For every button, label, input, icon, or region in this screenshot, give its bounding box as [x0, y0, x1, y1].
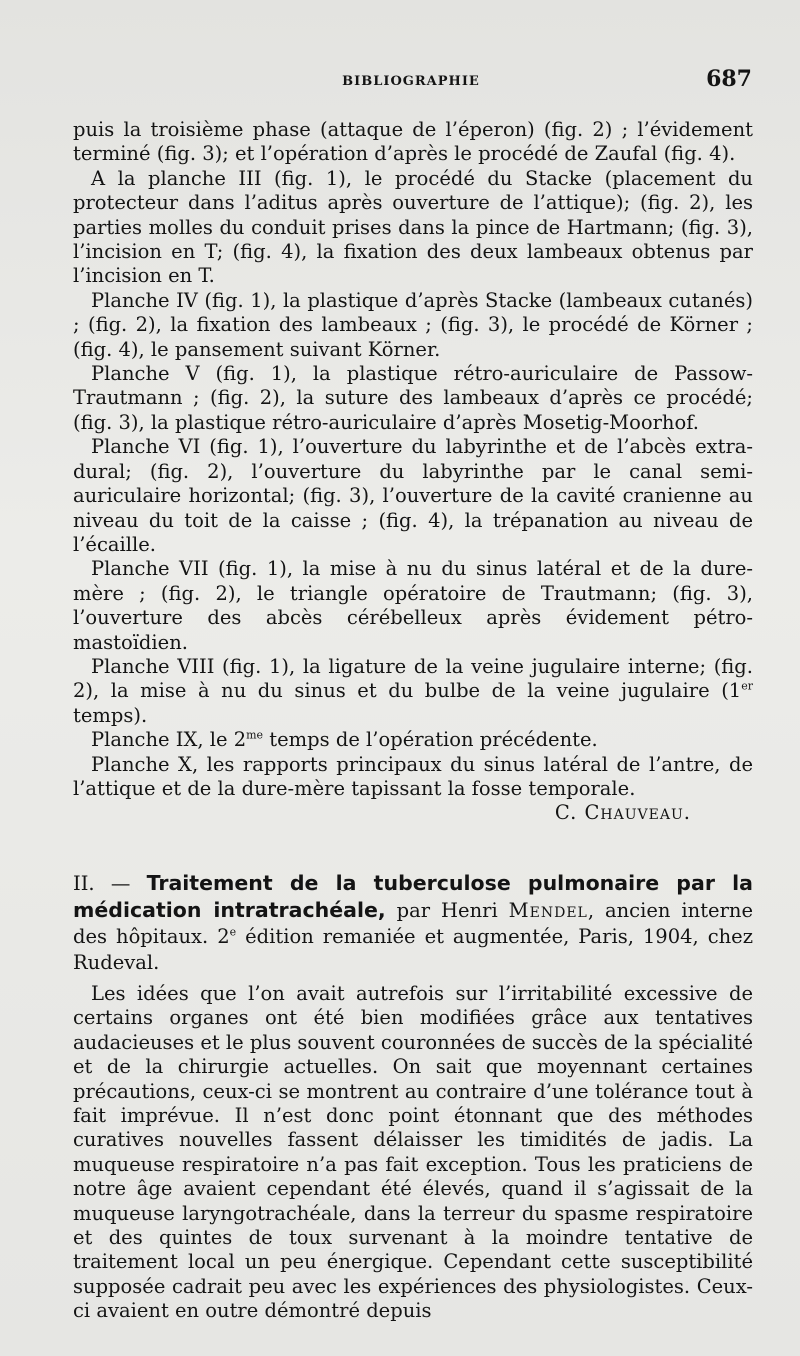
text-run: temps).: [73, 703, 148, 727]
paragraph: [73, 728, 753, 752]
paragraph: A la planche III (fig. 1), le procédé du Stacke (placement du protecteur dans l’aditus après ouverture de l’attique); (fig. 2), les parties molles du conduit prises dans la pince de Hartmann; (fig. 3), l’incision en T; (fig. 4), la fixation des deux lambeaux obtenus par l’incision en T.: [73, 166, 753, 288]
running-head: [70, 62, 752, 98]
paragraph: puis la troisième phase (attaque de l’éperon) (fig. 2) ; l’évidement terminé (fig. 3); et l’opération d’après le procédé de Zaufal (fig. 4).: [73, 118, 753, 166]
paragraph: Planche X, les rapports principaux du sinus latéral de l’antre, de l’attique et de la dure-mère tapissant la fosse temporale.: [73, 752, 753, 800]
text-run: temps de l’opération précédente.: [263, 728, 598, 752]
paragraph: [73, 655, 753, 728]
text-run: édition remaniée et augmentée, Paris, 1904, chez Rudeval.: [73, 925, 753, 974]
book-author: Mendel: [508, 899, 588, 922]
plates-description: [73, 118, 753, 826]
text-run: par Henri: [385, 899, 509, 922]
text-run: Planche IX, le 2: [91, 728, 247, 752]
paragraph: Planche IV (fig. 1), la plastique d’après Stacke (lambeaux cutanés) ; (fig. 2), la fixation des lambeaux ; (fig. 3), le procédé de Körner ; (fig. 4), le pansement suivant Körner.: [73, 288, 753, 361]
review-entry: [73, 870, 753, 976]
superscript: er: [741, 679, 753, 693]
text-run: , ancien interne des hôpitaux. 2: [73, 899, 753, 948]
superscript: me: [246, 728, 264, 742]
page-number: 687: [706, 66, 752, 92]
running-title: BIBLIOGRAPHIE: [342, 74, 480, 89]
review-number: II. —: [73, 872, 147, 895]
book-title: Traitement de la tuberculose pulmonaire par la médication intratrachéale,: [73, 871, 753, 922]
text-run: Planche VIII (fig. 1), la ligature de la veine jugulaire interne; (fig. 2), la mise à nu du sinus et du bulbe de la veine jugulaire (1: [73, 654, 753, 703]
paragraph: Les idées que l’on avait autrefois sur l’irritabilité excessive de certains organes ont été bien modifiées grâce aux tentatives audacieuses et le plus souvent couronnées de succès de la spécialité et de la chirurgie actuelles. On sait que moyennant certaines précautions, ceux-ci se montrent au contraire d’une tolérance tout à fait imprévue. Il n’est donc point étonnant que des méthodes curatives nouvelles fassent délaisser les timidités de jadis. La muqueuse respiratoire n’a pas fait exception. Tous les praticiens de notre âge avaient cependant été élevés, quand il s’agissait de la muqueuse laryngotrachéale, dans la terreur du spasme respiratoire et des quintes de toux survenant à la moindre tentative de traitement local un peu énergique. Cependant cette susceptibilité supposée cadrait peu avec les expériences des physiologistes. Ceux-ci avaient en outre démontré depuis: [73, 982, 753, 1323]
author-signature: C. Chauveau.: [554, 801, 691, 825]
superscript: e: [229, 925, 237, 939]
paragraph: Planche V (fig. 1), la plastique rétro-auriculaire de Passow-Trautmann ; (fig. 2), la suture des lambeaux d’après ce procédé; (fig. 3), la plastique rétro-auriculaire d’après Mosetig-Moorhof.: [73, 362, 753, 434]
review-heading: [73, 870, 753, 976]
paragraph: Planche VI (fig. 1), l’ouverture du labyrinthe et de l’abcès extra-dural; (fig. 2), l’ouverture du labyrinthe par le canal semi-auriculaire horizontal; (fig. 3), l’ouverture de la cavité cranienne au niveau du toit de la caisse ; (fig. 4), la trépanation au niveau de l’écaille.: [73, 435, 753, 556]
review-body: [73, 982, 753, 1324]
paragraph: Planche VII (fig. 1), la mise à nu du sinus latéral et de la dure-mère ; (fig. 2), le triangle opératoire de Trautmann; (fig. 3), l’ouverture des abcès cérébelleux après évidement pétro-mastoïdien.: [73, 557, 753, 654]
